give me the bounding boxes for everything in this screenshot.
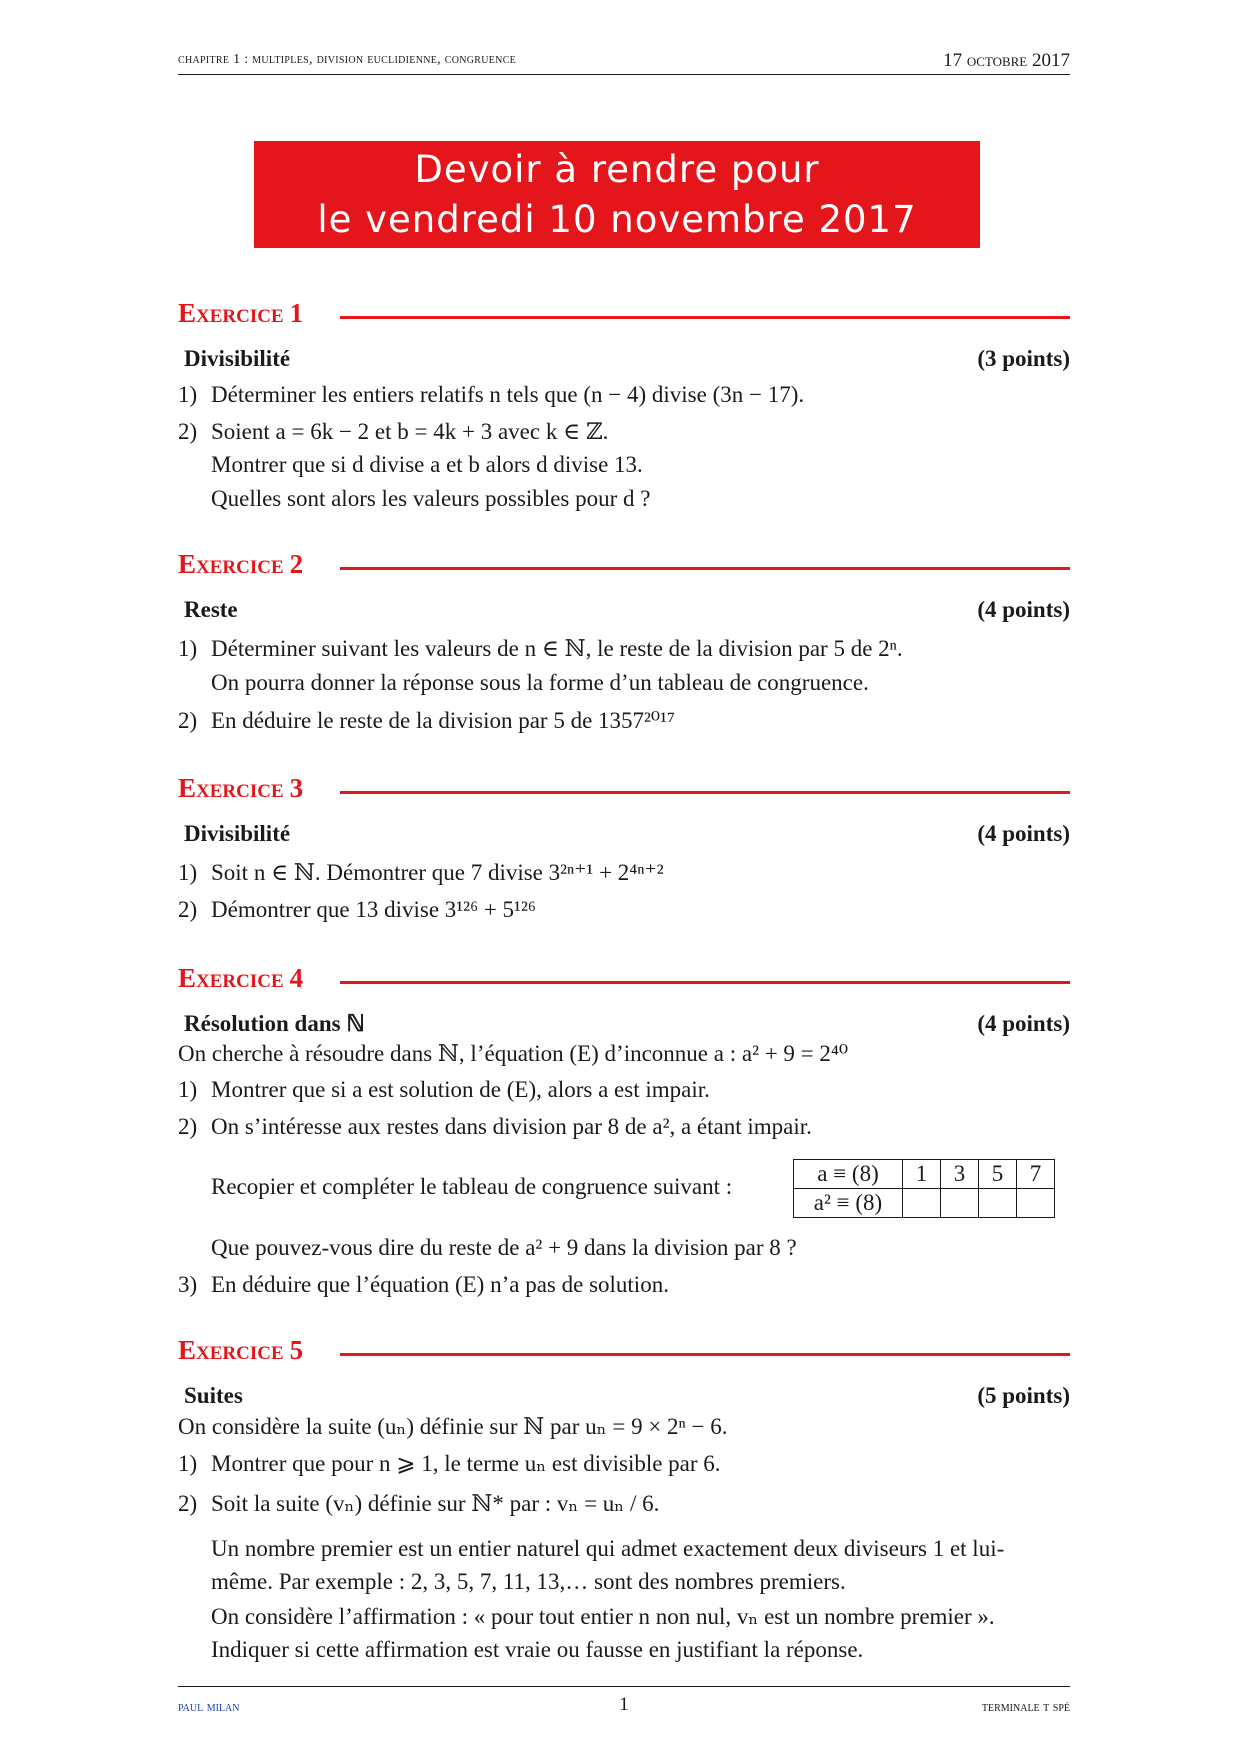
table-cell: 3 xyxy=(941,1160,979,1189)
exercise-5-q1: 1) Montrer que pour n ⩾ 1, le terme uₙ est divisible par 6. xyxy=(178,1451,721,1476)
title-banner xyxy=(254,141,980,248)
q-text: Montrer que pour n ⩾ 1, le terme uₙ est divisible par 6. xyxy=(211,1451,721,1476)
page xyxy=(178,0,1070,1754)
exercise-label: Exercice xyxy=(178,298,284,328)
exercise-number: 5 xyxy=(289,1335,304,1365)
exercise-4-subtitle: Résolution dans ℕ xyxy=(184,1011,365,1036)
table-cell-empty xyxy=(1017,1189,1055,1218)
exercise-5-points: (5 points) xyxy=(977,1383,1070,1408)
exercise-3-title xyxy=(178,773,303,804)
exercise-1-rule xyxy=(340,316,1070,319)
exercise-5-q2-line5: Indiquer si cette affirmation est vraie ou fausse en justifiant la réponse. xyxy=(211,1637,864,1662)
table-row-label: a ≡ (8) xyxy=(794,1160,903,1189)
table-row xyxy=(794,1160,1055,1189)
exercise-number: 4 xyxy=(289,963,304,993)
exercise-5-q2-line3: même. Par exemple : 2, 3, 5, 7, 11, 13,… sont des nombres premiers. xyxy=(211,1569,846,1594)
exercise-label: Exercice xyxy=(178,1335,284,1365)
exercise-1-points: (3 points) xyxy=(977,346,1070,371)
footer-divider xyxy=(178,1686,1070,1687)
banner-line-1: Devoir à rendre pour xyxy=(414,147,820,191)
exercise-4-table-prompt: Recopier et compléter le tableau de congruence suivant : xyxy=(211,1174,733,1199)
exercise-4-q3: 3) En déduire que l’équation (E) n’a pas de solution. xyxy=(178,1272,669,1297)
exercise-4-title xyxy=(178,963,303,994)
exercise-2-q2: 2) En déduire le reste de la division par 5 de 1357²⁰¹⁷ xyxy=(178,708,676,733)
footer-page-number: 1 xyxy=(619,1694,629,1715)
table-cell: 7 xyxy=(1017,1160,1055,1189)
q-text: Soit la suite (vₙ) définie sur ℕ* par : vₙ = uₙ / 6. xyxy=(211,1491,660,1516)
q-text: Soit n ∈ ℕ. Démontrer que 7 divise 3²ⁿ⁺¹ + 2⁴ⁿ⁺² xyxy=(211,860,664,885)
exercise-4-q1: 1) Montrer que si a est solution de (E), alors a est impair. xyxy=(178,1077,710,1102)
exercise-label: Exercice xyxy=(178,963,284,993)
footer-class: terminale t spé xyxy=(981,1700,1070,1715)
exercise-2-subtitle: Reste xyxy=(184,597,238,622)
q-text: Déterminer les entiers relatifs n tels que (n − 4) divise (3n − 17). xyxy=(211,382,805,407)
exercise-1-q1: 1) Déterminer les entiers relatifs n tels que (n − 4) divise (3n − 17). xyxy=(178,382,805,407)
exercise-1-subtitle: Divisibilité xyxy=(184,346,291,371)
congruence-table xyxy=(793,1159,1055,1218)
q-text: Soient a = 6k − 2 et b = 4k + 3 avec k ∈ ℤ. xyxy=(211,419,609,444)
q-text: Déterminer suivant les valeurs de n ∈ ℕ, le reste de la division par 5 de 2ⁿ. xyxy=(211,636,903,661)
q-text: Démontrer que 13 divise 3¹²⁶ + 5¹²⁶ xyxy=(211,897,536,922)
exercise-3-q1: 1) Soit n ∈ ℕ. Démontrer que 7 divise 3²ⁿ⁺¹ + 2⁴ⁿ⁺² xyxy=(178,860,664,885)
exercise-2-rule xyxy=(340,567,1070,570)
exercise-5-intro: On considère la suite (uₙ) définie sur ℕ par uₙ = 9 × 2ⁿ − 6. xyxy=(178,1414,728,1439)
exercise-5-subtitle: Suites xyxy=(184,1383,243,1408)
exercise-4-rule xyxy=(340,981,1070,984)
q-text: On s’intéresse aux restes dans division par 8 de a², a étant impair. xyxy=(211,1114,812,1139)
header-date: 17 octobre 2017 xyxy=(943,50,1070,71)
exercise-3-q2: 2) Démontrer que 13 divise 3¹²⁶ + 5¹²⁶ xyxy=(178,897,536,922)
footer-author: paul milan xyxy=(178,1700,240,1715)
exercise-5-title xyxy=(178,1335,303,1366)
exercise-2-q1-line2: On pourra donner la réponse sous la forme d’un tableau de congruence. xyxy=(211,670,869,695)
exercise-3-subtitle: Divisibilité xyxy=(184,821,291,846)
exercise-label: Exercice xyxy=(178,549,284,579)
exercise-2-title xyxy=(178,549,303,580)
exercise-1-title xyxy=(178,298,303,329)
exercise-3-rule xyxy=(340,791,1070,794)
exercise-label: Exercice xyxy=(178,773,284,803)
table-cell-empty xyxy=(903,1189,941,1218)
exercise-5-q2-line4: On considère l’affirmation : « pour tout entier n non nul, vₙ est un nombre premier ». xyxy=(211,1604,995,1629)
exercise-2-points: (4 points) xyxy=(977,597,1070,622)
exercise-1-q2-line3: Quelles sont alors les valeurs possibles pour d ? xyxy=(211,486,651,511)
table-cell: 1 xyxy=(903,1160,941,1189)
exercise-5-q2-line2: Un nombre premier est un entier naturel qui admet exactement deux diviseurs 1 et lui- xyxy=(211,1536,1005,1561)
exercise-5-q2: 2) Soit la suite (vₙ) définie sur ℕ* par : vₙ = uₙ / 6. xyxy=(178,1491,660,1516)
exercise-1-q2: 2) Soient a = 6k − 2 et b = 4k + 3 avec k ∈ ℤ. xyxy=(178,419,609,444)
exercise-number: 2 xyxy=(289,549,304,579)
exercise-number: 3 xyxy=(289,773,304,803)
q-text: En déduire le reste de la division par 5 de 1357²⁰¹⁷ xyxy=(211,708,676,733)
q-text: En déduire que l’équation (E) n’a pas de solution. xyxy=(211,1272,669,1297)
exercise-4-points: (4 points) xyxy=(977,1011,1070,1036)
exercise-5-rule xyxy=(340,1353,1070,1356)
banner-line-2: le vendredi 10 novembre 2017 xyxy=(317,197,917,241)
q-text: Montrer que si a est solution de (E), alors a est impair. xyxy=(211,1077,710,1102)
table-row xyxy=(794,1189,1055,1218)
exercise-4-intro: On cherche à résoudre dans ℕ, l’équation (E) d’inconnue a : a² + 9 = 2⁴⁰ xyxy=(178,1041,849,1066)
exercise-2-q1: 1) Déterminer suivant les valeurs de n ∈ ℕ, le reste de la division par 5 de 2ⁿ. xyxy=(178,636,903,661)
header-divider xyxy=(178,74,1070,75)
exercise-4-q2: 2) On s’intéresse aux restes dans division par 8 de a², a étant impair. xyxy=(178,1114,812,1139)
table-cell-empty xyxy=(979,1189,1017,1218)
exercise-3-points: (4 points) xyxy=(977,821,1070,846)
table-cell-empty xyxy=(941,1189,979,1218)
header-chapter: chapitre 1 : multiples, division euclidienne, congruence xyxy=(178,52,517,67)
table-cell: 5 xyxy=(979,1160,1017,1189)
exercise-1-q2-line2: Montrer que si d divise a et b alors d divise 13. xyxy=(211,452,643,477)
page-header xyxy=(178,50,1070,74)
table-row-label: a² ≡ (8) xyxy=(794,1189,903,1218)
exercise-4-q2-question: Que pouvez-vous dire du reste de a² + 9 dans la division par 8 ? xyxy=(211,1235,797,1260)
exercise-number: 1 xyxy=(289,298,304,328)
